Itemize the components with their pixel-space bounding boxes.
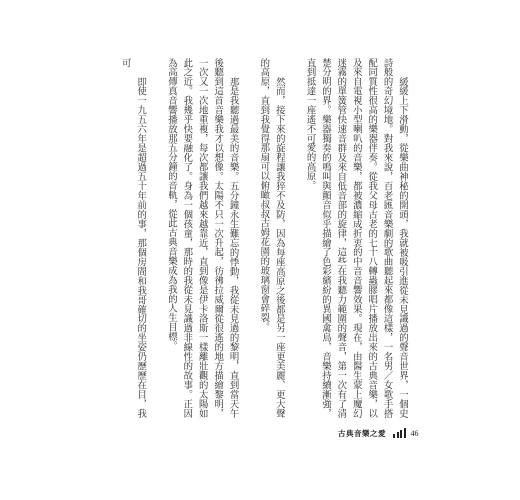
page-number: 46	[410, 429, 419, 438]
paragraph-spacer	[287, 58, 302, 418]
bar-ornament-icon	[393, 428, 406, 438]
ornament-bar	[393, 434, 395, 438]
body-text	[119, 58, 410, 418]
ornament-bar	[397, 432, 399, 438]
paragraph-4: 即使一九五六年是超過五十年前的事，那個房間和我哥確切的坐姿仍歷歷在目，我可	[119, 58, 147, 418]
paragraph-spacer	[148, 58, 163, 418]
ornament-bar	[404, 428, 406, 438]
paragraph-spacer	[241, 58, 256, 418]
ornament-bar	[400, 430, 402, 438]
running-title: 古典音樂之愛	[338, 429, 386, 438]
paragraph-3: 那是我聽過最美的音樂。五分鐘永生難忘的悸動，我從未見過的黎明，直到當天午後聽到這首音樂我才以想像。太陽不只一次升起，彷彿拉威爾從很遙的地方描繪黎明，一次又一次地重複，每次都讓我們越來越靠近，直到像是伊卡洛斯一樣離壯觀的太陽如此之近。我幾乎快要融化了。身為一個孩童，那時的我從未見識過非線性的故事。正因為高傳真音響播放那五分鐘的音軌，從此古典音樂成為我的人生目標。	[165, 58, 239, 418]
paragraph-2: 然而，接下來的旋程讓我猝不及防，因為每座高原之後都是另一座更美麗、更大聲的高原，直到我覺得那扇可以俯瞰叔叔古姆花園的玻璃窗會碎裂。	[258, 58, 285, 418]
paragraph-1: 緩緩上下滑動，從樂曲神秘的開頭，我就被吸引進從未見識過的聲音世界，一個史詩般的奇幻境地。對我來說，百老匯音樂劇的歌曲聽起來都像這樣，一名男／女歌手搭配同質性很高的樂器伴奏。從我父母古老的七十八轉蟲膠唱片播放出來的古典音樂，以及來自電視小型喇叭的音樂，都被濃縮成折衷的中音音響效果。現在，由醫生蒙上魔幻迷霧的單簧管快速音群及來自低音部的旋律，這些在我聽力範圍的聲音，第一次有了清楚分明的界。樂器獨奏的鳴叫與顫音似乎描繪了色彩繽紛的異國禽鳥，音樂持續漸強，直到抵達一座遙不可愛的高原。	[304, 58, 408, 418]
page-footer	[338, 426, 419, 438]
